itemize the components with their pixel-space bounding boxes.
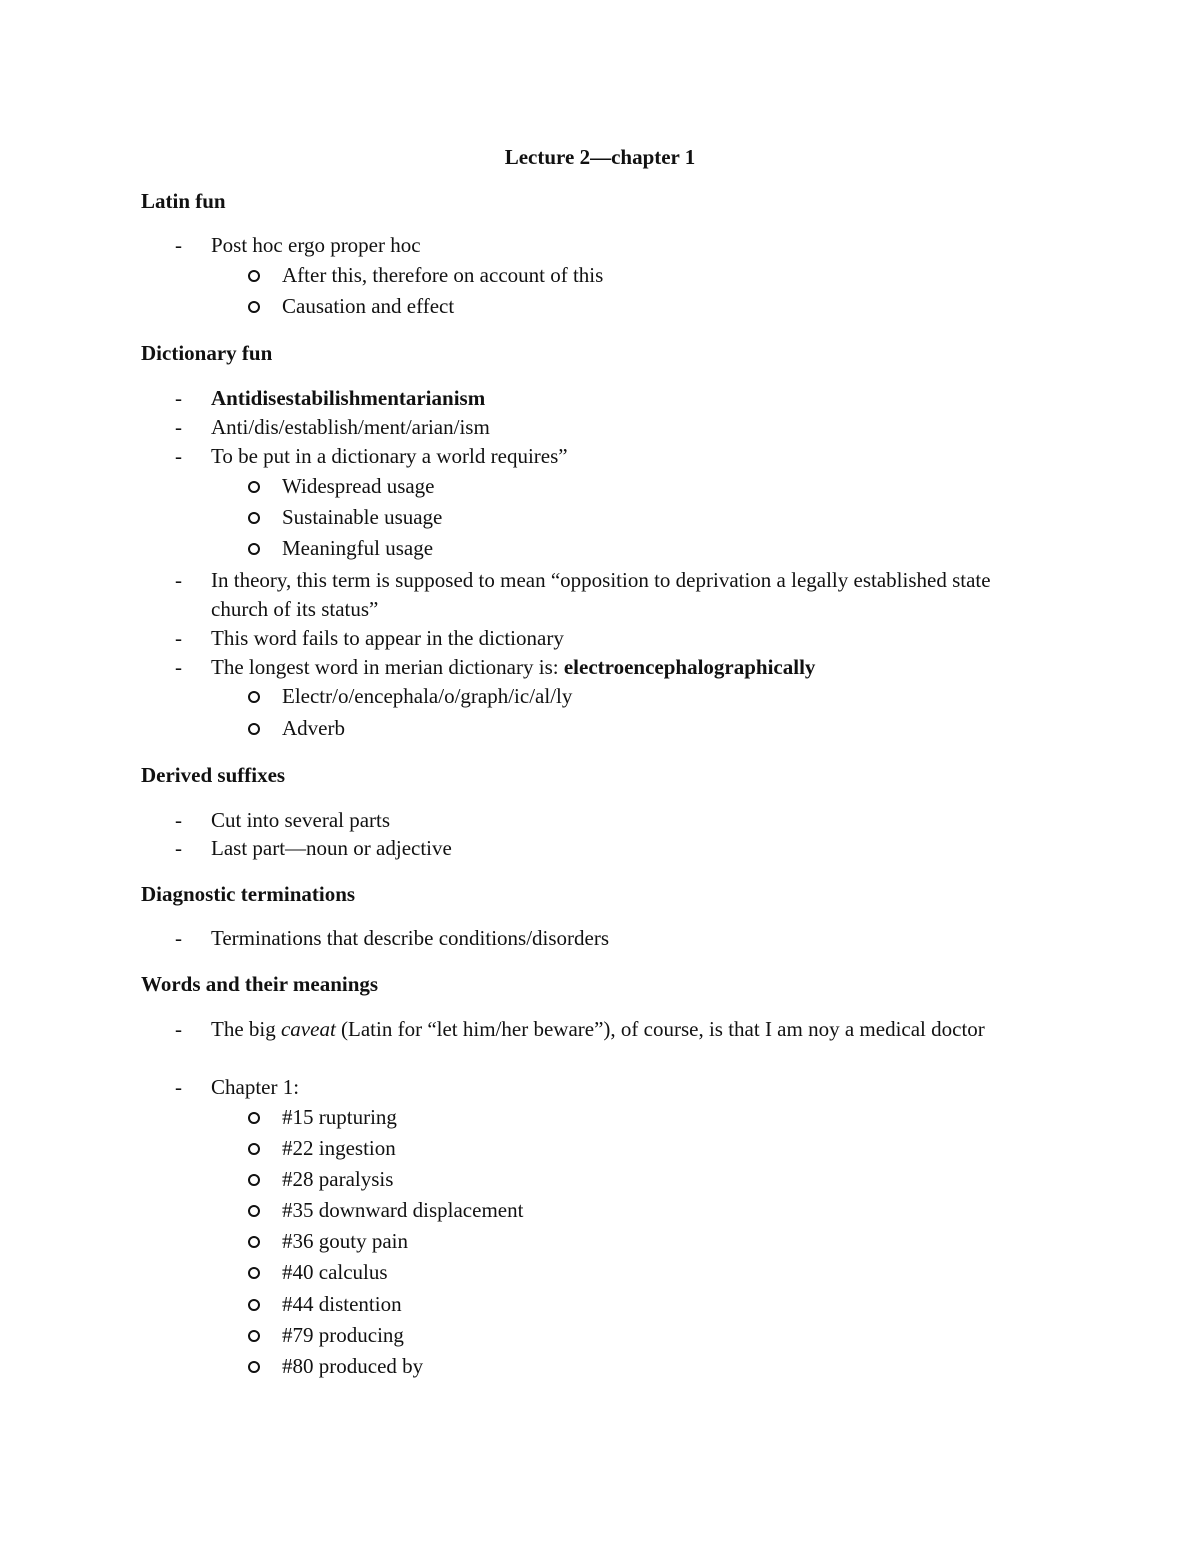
sub-list-item-text: After this, therefore on account of this <box>282 263 604 287</box>
list-item-prefix: The big <box>211 1017 281 1041</box>
sub-list-item-text: Sustainable usuage <box>282 505 443 529</box>
list-item-prefix: The longest word in merian dictionary is: <box>211 655 564 679</box>
circle-bullet-icon <box>248 1361 260 1373</box>
section-heading-latin: Latin fun <box>141 189 226 213</box>
circle-bullet-icon <box>248 481 260 493</box>
list-item-text: To be put in a dictionary a world requires” <box>211 444 568 468</box>
page-title: Lecture 2—chapter 1 <box>504 145 696 169</box>
circle-bullet-icon <box>248 1174 260 1186</box>
circle-bullet-icon <box>248 1299 260 1311</box>
list-item-suffix: (Latin for “let him/her beware”), of course, is that I am noy a medical doctor <box>335 1017 985 1041</box>
circle-bullet-icon <box>248 1330 260 1342</box>
circle-bullet-icon <box>248 1267 260 1279</box>
circle-bullet-icon <box>248 1112 260 1124</box>
section-heading-derived: Derived suffixes <box>141 763 286 787</box>
circle-bullet-icon <box>248 1205 260 1217</box>
sub-list-item-text: Widespread usage <box>282 474 435 498</box>
dash-marker: - <box>175 1075 182 1099</box>
sub-list-item-text: Meaningful usage <box>282 536 434 560</box>
list-item-text: In theory, this term is supposed to mean “opposition to deprivation a legally established state church of its status” <box>211 568 991 621</box>
list-item-text: Chapter 1: <box>211 1075 300 1099</box>
section-heading-dictionary: Dictionary fun <box>141 341 273 365</box>
dash-marker: - <box>175 386 182 410</box>
dash-marker: - <box>175 1017 182 1041</box>
bold-term: electroencephalographically <box>563 655 816 679</box>
dash-marker: - <box>175 836 182 860</box>
section-heading-words: Words and their meanings <box>141 972 379 996</box>
circle-bullet-icon <box>248 691 260 703</box>
section-heading-diagnostic: Diagnostic terminations <box>141 882 356 906</box>
dash-marker: - <box>175 568 182 592</box>
dash-marker: - <box>175 444 182 468</box>
list-item-text <box>211 653 1051 682</box>
circle-bullet-icon <box>248 723 260 735</box>
sub-list-item-text: #40 calculus <box>282 1260 388 1284</box>
dash-marker: - <box>175 926 182 950</box>
sub-list-item-text: #36 gouty pain <box>282 1229 408 1253</box>
sub-list-item-text: #28 paralysis <box>282 1167 394 1191</box>
list-item-text: Post hoc ergo proper hoc <box>211 233 421 257</box>
list-item-text: Last part—noun or adjective <box>211 836 452 860</box>
sub-list-item-text: Electr/o/encephala/o/graph/ic/al/ly <box>282 684 573 708</box>
sub-list-item-text: Causation and effect <box>282 294 455 318</box>
list-item-text <box>211 384 1051 413</box>
sub-list-item-text: #44 distention <box>282 1292 402 1316</box>
circle-bullet-icon <box>248 543 260 555</box>
circle-bullet-icon <box>248 1236 260 1248</box>
sub-list-item-text: #15 rupturing <box>282 1105 397 1129</box>
dash-marker: - <box>175 655 182 679</box>
list-item-text: This word fails to appear in the dictionary <box>211 626 564 650</box>
list-item-text <box>211 1015 1051 1044</box>
italic-term: caveat <box>280 1017 336 1041</box>
dash-marker: - <box>175 808 182 832</box>
list-item-text: Terminations that describe conditions/disorders <box>211 926 610 950</box>
list-item-text: Anti/dis/establish/ment/arian/ism <box>211 415 490 439</box>
circle-bullet-icon <box>248 270 260 282</box>
dash-marker: - <box>175 233 182 257</box>
sub-list-item-text: #79 producing <box>282 1323 404 1347</box>
sub-list-item-text: #22 ingestion <box>282 1136 396 1160</box>
sub-list-item-text: Adverb <box>282 716 345 740</box>
sub-list-item-text: #35 downward displacement <box>282 1198 524 1222</box>
bold-term: Antidisestabilishmentarianism <box>211 386 486 410</box>
dash-marker: - <box>175 626 182 650</box>
circle-bullet-icon <box>248 512 260 524</box>
list-item-text: Cut into several parts <box>211 808 391 832</box>
circle-bullet-icon <box>248 301 260 313</box>
sub-list-item-text: #80 produced by <box>282 1354 424 1378</box>
dash-marker: - <box>175 415 182 439</box>
circle-bullet-icon <box>248 1143 260 1155</box>
